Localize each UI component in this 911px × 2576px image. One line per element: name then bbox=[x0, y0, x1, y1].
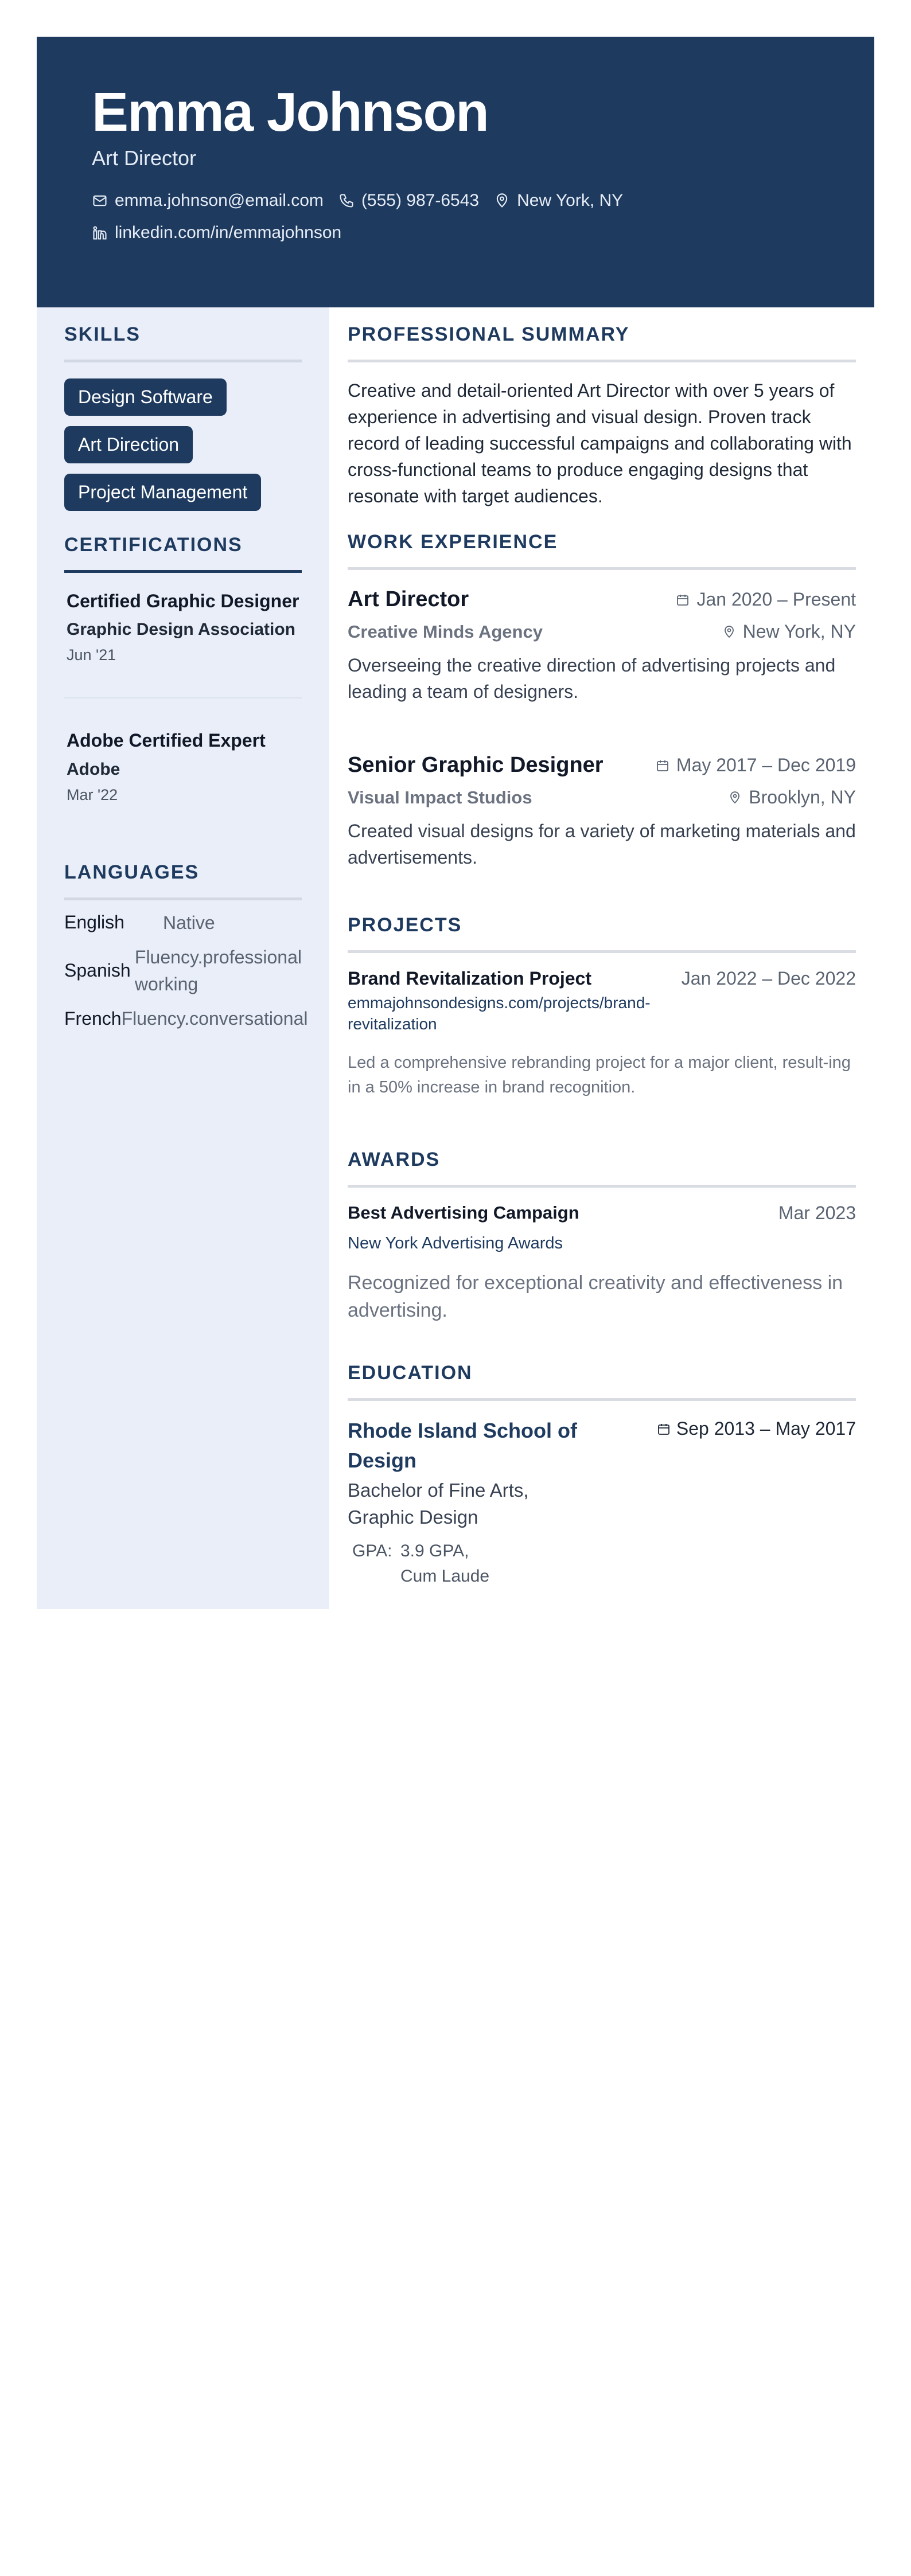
project-dates: Jan 2022 – Dec 2022 bbox=[681, 968, 856, 989]
language-name: French bbox=[64, 1008, 122, 1029]
job-location-text: New York, NY bbox=[742, 621, 856, 642]
summary-heading: PROFESSIONAL SUMMARY bbox=[348, 323, 856, 362]
resume-body bbox=[37, 307, 874, 1609]
job-description: Overseeing the creative direction of advertising projects and leading a team of designers. bbox=[348, 655, 836, 702]
certification-name: Adobe Certified Expert bbox=[67, 730, 266, 751]
main-content bbox=[329, 307, 874, 1609]
language-row bbox=[64, 944, 302, 997]
projects-heading: PROJECTS bbox=[348, 914, 856, 953]
award-entry bbox=[348, 1203, 856, 1325]
job-location-text: Brooklyn, NY bbox=[749, 787, 856, 808]
gpa-row bbox=[352, 1539, 856, 1588]
contact-linkedin[interactable] bbox=[92, 223, 341, 243]
sidebar bbox=[37, 307, 329, 1609]
linkedin-text: linkedin.com/in/emmajohnson bbox=[115, 223, 342, 242]
job-entry bbox=[348, 587, 856, 705]
certification-issuer: Adobe bbox=[67, 759, 120, 779]
award-organization: New York Advertising Awards bbox=[348, 1234, 563, 1252]
skills-heading: SKILLS bbox=[64, 323, 302, 362]
phone-icon bbox=[338, 193, 355, 209]
map-pin-icon bbox=[728, 791, 742, 805]
project-name: Brand Revitalization Project bbox=[348, 968, 591, 989]
skill-chip: Design Software bbox=[64, 378, 227, 416]
mail-icon bbox=[92, 193, 108, 209]
job-location bbox=[728, 787, 856, 808]
calendar-icon bbox=[657, 1422, 671, 1436]
contact-row-2 bbox=[92, 223, 819, 243]
certification-item bbox=[64, 710, 302, 803]
education-entry bbox=[348, 1416, 856, 1588]
linkedin-icon bbox=[92, 225, 108, 241]
location-text: New York, NY bbox=[517, 190, 624, 210]
certifications-heading: CERTIFICATIONS bbox=[64, 534, 302, 573]
certification-date: Jun '21 bbox=[67, 646, 116, 664]
award-description: Recognized for exceptional creativity and effectiveness in advertising. bbox=[348, 1271, 843, 1322]
job-dates-text: Jan 2020 – Present bbox=[696, 589, 856, 610]
language-row bbox=[64, 1005, 308, 1032]
calendar-icon bbox=[676, 593, 690, 607]
award-name: Best Advertising Campaign bbox=[348, 1203, 579, 1223]
project-link[interactable]: emmajohnsondesigns.com/projects/brand-revitalization bbox=[348, 994, 651, 1033]
skills-list bbox=[64, 365, 302, 511]
degree: Bachelor of Fine Arts, Graphic Design bbox=[348, 1479, 529, 1528]
contact-phone[interactable] bbox=[338, 191, 479, 210]
map-pin-icon bbox=[722, 625, 736, 639]
summary-text: Creative and detail-oriented Art Director with over 5 years of experience in advertising and visual design. Proven track record of leading successful campaigns and collaborating with cross-functional teams to produce engaging designs that resonate with target audiences. bbox=[348, 380, 852, 507]
language-name: English bbox=[64, 912, 124, 933]
job-entry bbox=[348, 753, 856, 871]
resume-page bbox=[37, 37, 874, 1609]
certification-name: Certified Graphic Designer bbox=[67, 591, 299, 611]
awards-heading: AWARDS bbox=[348, 1149, 856, 1188]
job-location bbox=[722, 621, 856, 642]
project-description: Led a comprehensive rebranding project for a major client, result-ing in a 50% increase in brand recognition. bbox=[348, 1053, 851, 1097]
job-dates bbox=[676, 589, 856, 610]
language-level: Fluency.professional working bbox=[134, 947, 302, 994]
job-dates bbox=[656, 755, 856, 776]
contact-email[interactable] bbox=[92, 191, 324, 210]
certification-divider bbox=[64, 697, 302, 698]
gpa-label: GPA: bbox=[352, 1541, 392, 1561]
phone-text: (555) 987-6543 bbox=[361, 190, 480, 210]
candidate-role: Art Director bbox=[92, 146, 197, 170]
education-heading: EDUCATION bbox=[348, 1362, 856, 1401]
gpa-value: 3.9 GPA, Cum Laude bbox=[400, 1541, 490, 1586]
language-level: Fluency.conversational bbox=[121, 1008, 308, 1029]
map-pin-icon bbox=[494, 193, 510, 209]
language-level: Native bbox=[163, 912, 215, 933]
certification-date: Mar '22 bbox=[67, 786, 118, 803]
experience-heading: WORK EXPERIENCE bbox=[348, 531, 856, 570]
languages-list bbox=[64, 910, 308, 1032]
email-text: emma.johnson@email.com bbox=[115, 190, 324, 210]
company-name: Creative Minds Agency bbox=[348, 621, 543, 642]
company-name: Visual Impact Studios bbox=[348, 787, 532, 807]
education-dates bbox=[657, 1418, 856, 1439]
job-description: Created visual designs for a variety of marketing materials and advertisements. bbox=[348, 821, 856, 868]
job-dates-text: May 2017 – Dec 2019 bbox=[676, 755, 856, 776]
skill-chip: Art Direction bbox=[64, 426, 193, 463]
project-entry bbox=[348, 968, 856, 1100]
language-name: Spanish bbox=[64, 960, 131, 981]
education-dates-text: Sep 2013 – May 2017 bbox=[676, 1418, 856, 1439]
languages-heading: LANGUAGES bbox=[64, 861, 302, 900]
skill-chip: Project Management bbox=[64, 474, 261, 511]
certification-item bbox=[64, 573, 302, 664]
certification-issuer: Graphic Design Association bbox=[67, 620, 295, 639]
job-title: Art Director bbox=[348, 587, 469, 612]
award-date: Mar 2023 bbox=[778, 1202, 856, 1223]
contact-row bbox=[92, 191, 819, 210]
contact-location bbox=[494, 191, 623, 210]
school-name: Rhode Island School of Design bbox=[348, 1419, 578, 1472]
job-title: Senior Graphic Designer bbox=[348, 753, 604, 778]
candidate-name: Emma Johnson bbox=[92, 81, 488, 143]
language-row bbox=[64, 910, 302, 936]
resume-header bbox=[37, 37, 874, 307]
calendar-icon bbox=[656, 759, 669, 772]
